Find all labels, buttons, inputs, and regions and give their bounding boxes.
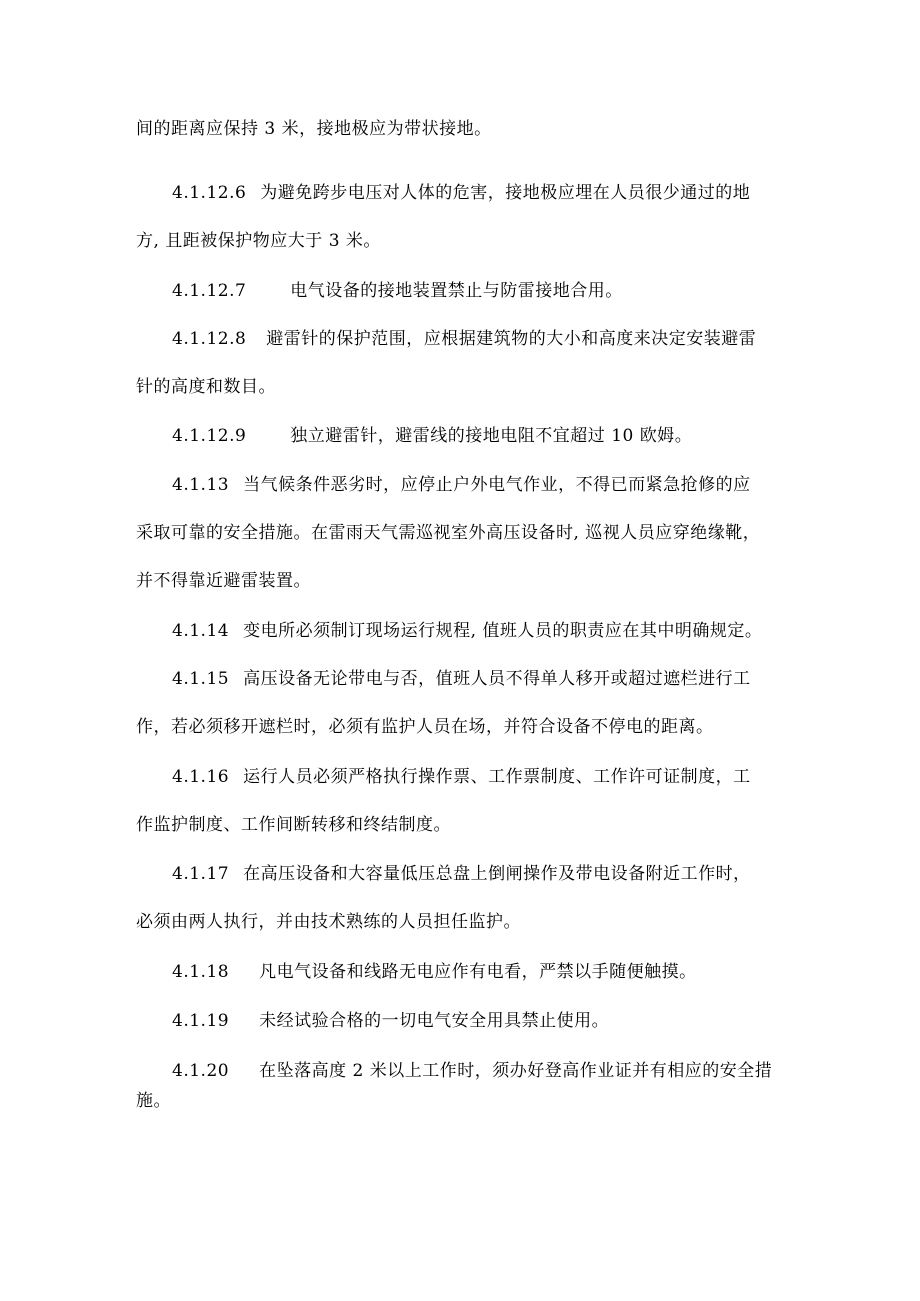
- paragraph-line: 4.1.12.9 独立避雷针，避雷线的接地电阻不宜超过 10 欧姆。: [172, 426, 693, 446]
- clause-number: 4.1.18: [172, 962, 230, 982]
- clause-number: 4.1.12.6: [172, 183, 247, 203]
- clause-number: 4.1.19: [172, 1011, 230, 1031]
- paragraph-line: 间的距离应保持 3 米，接地极应为带状接地。: [136, 119, 492, 139]
- paragraph-line: 并不得靠近避雷装置。: [136, 571, 311, 591]
- clause-number: 4.1.12.9: [172, 426, 247, 446]
- paragraph-line: 4.1.14 变电所必须制订现场运行规程, 值班人员的职责应在其中明确规定。: [172, 621, 763, 641]
- clause-number: 4.1.20: [172, 1061, 230, 1081]
- clause-number: 4.1.15: [172, 669, 230, 689]
- clause-number: 4.1.14: [172, 621, 230, 641]
- clause-number: 4.1.16: [172, 767, 230, 787]
- paragraph-line: 施。: [136, 1091, 171, 1111]
- clause-number: 4.1.12.8: [172, 329, 247, 349]
- paragraph-line: 4.1.12.7 电气设备的接地装置禁止与防雷接地合用。: [172, 281, 623, 301]
- paragraph-line: 4.1.18 凡电气设备和线路无电应作有电看，严禁以手随便触摸。: [172, 962, 697, 982]
- clause-number: 4.1.12.7: [172, 281, 247, 301]
- paragraph-line: 作，若必须移开遮栏时，必须有监护人员在场，并符合设备不停电的距离。: [136, 717, 714, 737]
- paragraph-line: 4.1.16 运行人员必须严格执行操作票、工作票制度、工作许可证制度，工: [172, 767, 751, 787]
- paragraph-line: 4.1.17 在高压设备和大容量低压总盘上倒闸操作及带电设备附近工作时，: [172, 864, 751, 884]
- paragraph-line: 4.1.13 当气候条件恶劣时，应停止户外电气作业，不得已而紧急抢修的应: [172, 475, 751, 495]
- paragraph-line: 4.1.12.8 避雷针的保护范围，应根据建筑物的大小和高度来决定安装避雷: [172, 329, 757, 349]
- paragraph-line: 作监护制度、工作间断转移和终结制度。: [136, 815, 451, 835]
- paragraph-line: 4.1.20 在坠落高度 2 米以上工作时，须办好登高作业证并有相应的安全措: [172, 1061, 773, 1081]
- paragraph-line: 必须由两人执行，并由技术熟练的人员担任监护。: [136, 912, 521, 932]
- clause-number: 4.1.13: [172, 475, 230, 495]
- clause-number: 4.1.17: [172, 864, 230, 884]
- paragraph-line: 针的高度和数目。: [136, 377, 276, 397]
- paragraph-line: 4.1.19 未经试验合格的一切电气安全用具禁止使用。: [172, 1011, 610, 1031]
- paragraph-line: 方, 且距被保护物应大于 3 米。: [136, 231, 381, 251]
- paragraph-line: 4.1.15 高压设备无论带电与否，值班人员不得单人移开或超过遮栏进行工: [172, 669, 751, 689]
- paragraph-line: 4.1.12.6 为避免跨步电压对人体的危害，接地极应埋在人员很少通过的地: [172, 183, 751, 203]
- paragraph-line: 采取可靠的安全措施。在雷雨天气需巡视室外高压设备时, 巡视人员应穿绝缘靴，: [136, 523, 761, 543]
